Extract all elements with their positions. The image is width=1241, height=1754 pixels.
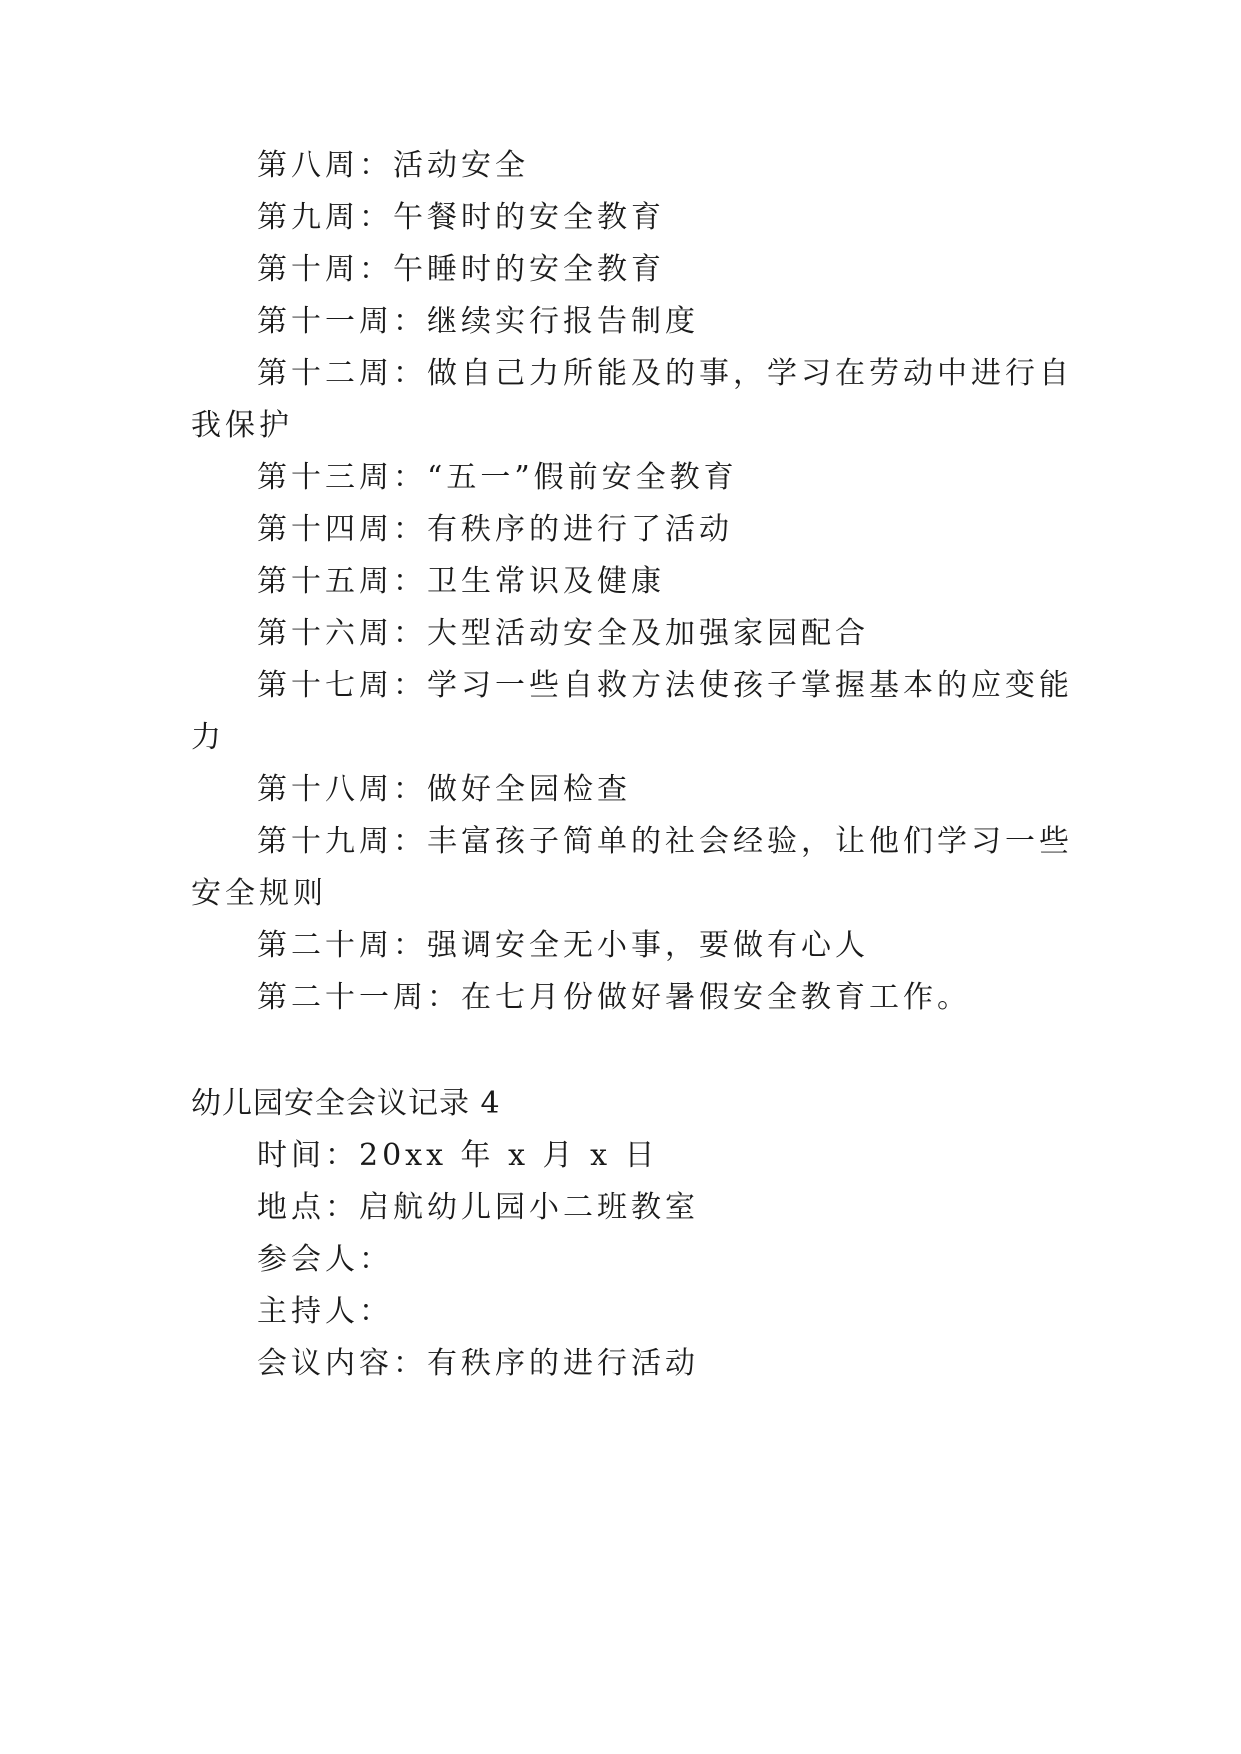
- week-9-line: 第九周：午餐时的安全教育: [257, 200, 665, 235]
- meeting-time: 时间：20xx 年 x 月 x 日: [257, 1138, 659, 1173]
- meeting-host: 主持人：: [257, 1294, 393, 1329]
- meeting-attendees: 参会人：: [257, 1242, 393, 1277]
- week-11-line: 第十一周：继续实行报告制度: [257, 304, 699, 339]
- week-8-line: 第八周：活动安全: [257, 148, 529, 183]
- week-20-line: 第二十周：强调安全无小事，要做有心人: [257, 928, 869, 963]
- week-14-line: 第十四周：有秩序的进行了活动: [257, 512, 733, 547]
- week-19-line-cont: 安全规则: [191, 876, 327, 911]
- meeting-content: 会议内容：有秩序的进行活动: [257, 1346, 699, 1381]
- meeting-place: 地点：启航幼儿园小二班教室: [257, 1190, 699, 1225]
- week-15-line: 第十五周：卫生常识及健康: [257, 564, 665, 599]
- section-title: 幼儿园安全会议记录 4: [191, 1086, 501, 1121]
- week-17-line: 第十七周：学习一些自救方法使孩子掌握基本的应变能: [257, 668, 1073, 703]
- week-16-line: 第十六周：大型活动安全及加强家园配合: [257, 616, 869, 651]
- week-19-line: 第十九周：丰富孩子简单的社会经验，让他们学习一些: [257, 824, 1073, 859]
- week-10-line: 第十周：午睡时的安全教育: [257, 252, 665, 287]
- week-12-line-cont: 我保护: [191, 408, 293, 443]
- week-12-line: 第十二周：做自己力所能及的事，学习在劳动中进行自: [257, 356, 1073, 391]
- week-21-line: 第二十一周：在七月份做好暑假安全教育工作。: [257, 980, 971, 1015]
- week-13-line: 第十三周：“五一”假前安全教育: [257, 460, 738, 495]
- week-18-line: 第十八周：做好全园检查: [257, 772, 631, 807]
- week-17-line-cont: 力: [191, 720, 225, 755]
